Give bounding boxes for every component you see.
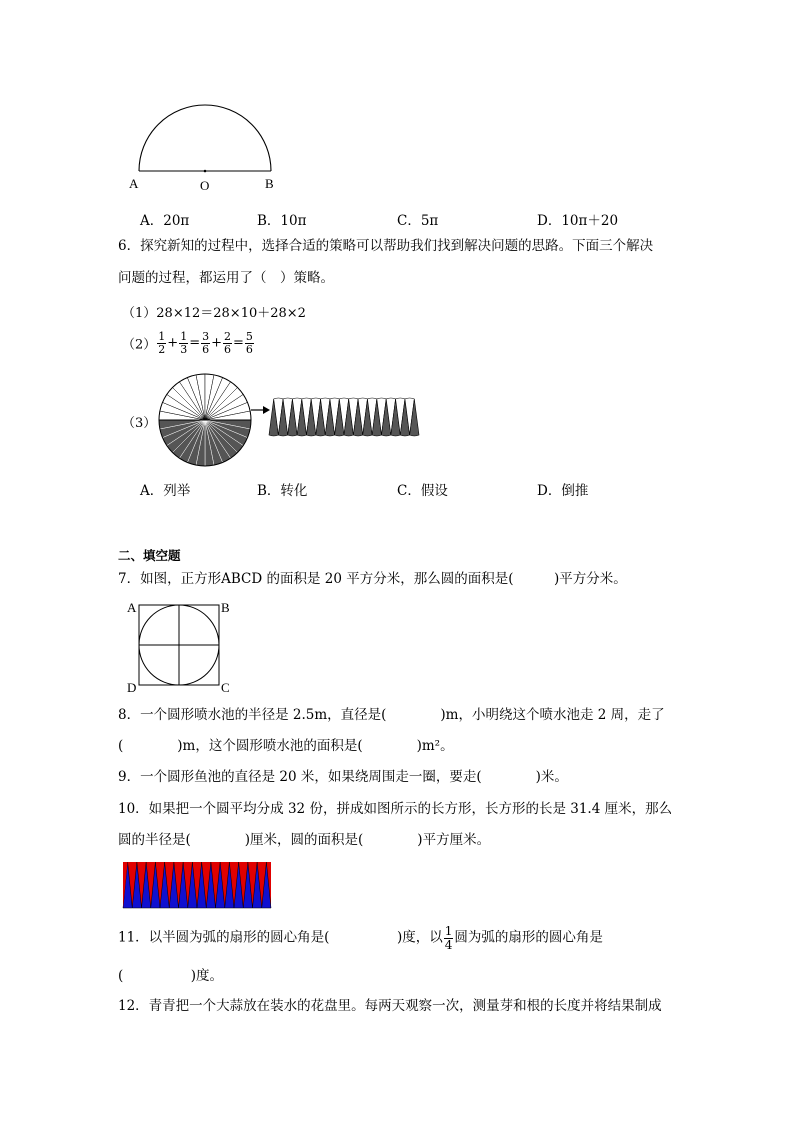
semicircle-label-o: O <box>200 178 210 193</box>
q6-item1 <box>122 302 306 321</box>
q6-option-d[interactable]: D．倒推 <box>537 483 589 499</box>
q6-frac-1-2: $\frac{1}{2}$ <box>158 330 166 356</box>
q6-frac-1-3: $\frac{1}{3}$ <box>180 330 188 356</box>
q6-frac-5-6: $\frac{5}{6}$ <box>245 330 253 356</box>
q6-line1: 6．探究新知的过程中，选择合适的策略可以帮助我们找到解决问题的思路。下面三个解决 <box>118 238 654 254</box>
square-label-a: A <box>127 600 137 615</box>
sector-circle-figure <box>157 372 253 468</box>
q5-option-b[interactable]: B．10π <box>257 213 307 229</box>
q6-item1-expr: 28×12＝28×10＋28×2 <box>156 306 306 321</box>
q6-op-plus-1: + <box>167 335 179 351</box>
q5-option-c[interactable]: C．5π <box>397 213 439 229</box>
q11-part2: 圆为弧的扇形的圆心角是 <box>454 929 603 946</box>
q12-text: 12．青青把一个大蒜放在装水的花盘里。每两天观察一次，测量芽和根的长度并将结果制成 <box>118 998 662 1014</box>
q11-line2: ( )度。 <box>118 968 224 984</box>
q6-item2-prefix: （2） <box>122 337 157 353</box>
q6-item3-prefix: （3） <box>122 416 157 431</box>
q9-text: 9．一个圆形鱼池的直径是 20 米，如果绕周围走一圈，要走( )米。 <box>118 769 568 785</box>
q6-option-a[interactable]: A．列举 <box>140 483 191 499</box>
q10-line2: 圆的半径是( )厘米，圆的面积是( )平方厘米。 <box>118 832 491 848</box>
section-title: 二、填空题 <box>118 548 181 563</box>
q11-part1: 11．以半圆为弧的扇形的圆心角是( )度，以 <box>118 929 443 946</box>
q8-line1: 8．一个圆形喷水池的半径是 2.5m，直径是( )m，小明绕这个喷水池走 2 周，走了 <box>118 707 665 723</box>
q6-op-plus-2: + <box>211 335 222 351</box>
q5-option-d[interactable]: D．10π＋20 <box>537 213 619 229</box>
square-label-b: B <box>221 600 230 615</box>
q6-item1-prefix: （1） <box>122 306 157 321</box>
rearranged-strip-figure <box>266 396 422 438</box>
q6-op-eq-2: = <box>233 335 244 351</box>
q6-frac-3-6: $\frac{3}{6}$ <box>202 330 210 356</box>
square-circle-figure <box>138 604 220 686</box>
q11-line1 <box>118 925 603 951</box>
q5-option-a[interactable]: A．20π <box>140 213 190 229</box>
semicircle-label-b: B <box>265 176 274 191</box>
square-label-d: D <box>127 680 137 695</box>
q8-line2: ( )m，这个圆形喷水池的面积是( )m²。 <box>118 738 454 754</box>
q6-item2 <box>122 331 255 355</box>
square-label-c: C <box>221 680 230 695</box>
q6-option-c[interactable]: C．假设 <box>397 483 448 499</box>
semicircle-label-a: A <box>129 176 139 191</box>
q7-text: 7．如图，正方形ABCD 的面积是 20 平方分米，那么圆的面积是( )平方分米。 <box>118 571 627 587</box>
red-blue-rectangle-figure <box>120 860 274 910</box>
q6-op-eq-1: = <box>189 335 201 351</box>
q6-line2: 问题的过程，都运用了（ ）策略。 <box>118 270 334 286</box>
q10-line1: 10．如果把一个圆平均分成 32 份，拼成如图所示的长方形，长方形的长是 31.4 厘米，那么 <box>118 801 673 817</box>
q11-frac-1-4: $\frac{1}{4}$ <box>444 924 453 952</box>
q6-frac-2-6: $\frac{2}{6}$ <box>224 330 231 356</box>
q6-option-b[interactable]: B．转化 <box>257 483 308 499</box>
